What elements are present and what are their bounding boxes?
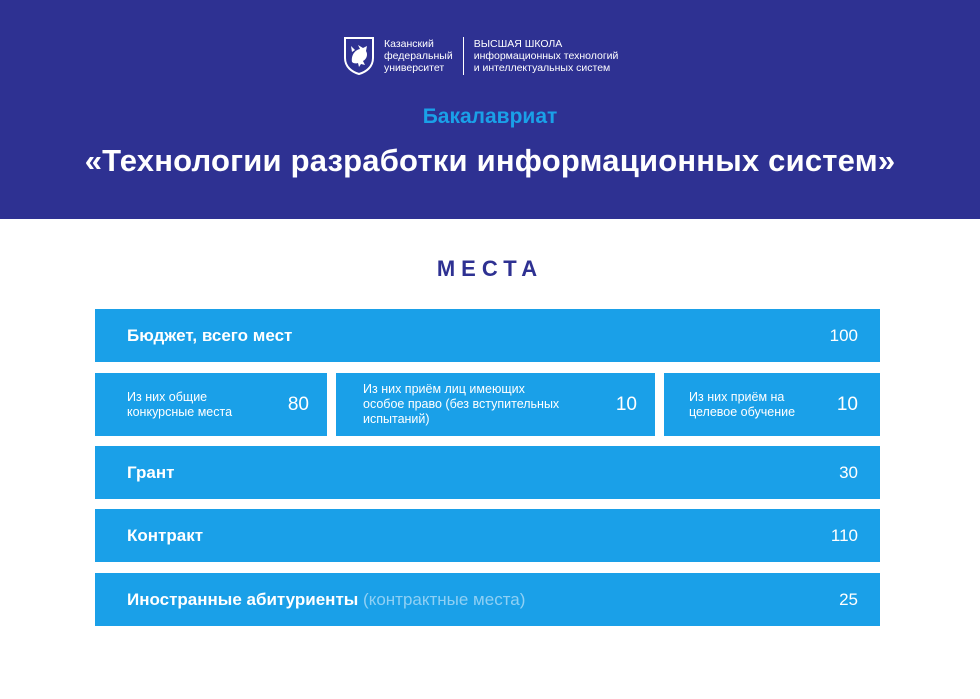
kfu-emblem-icon xyxy=(343,36,375,76)
targeted-value: 10 xyxy=(836,393,858,415)
grant-label: Грант xyxy=(127,462,175,482)
targeted-box xyxy=(664,373,880,436)
special-right-label-line-3: испытаний) xyxy=(363,412,430,426)
budget-label: Бюджет, всего мест xyxy=(127,325,293,345)
university-name xyxy=(384,38,453,74)
foreign-applicants-label: Иностранные абитуриенты xyxy=(127,589,359,609)
special-right-label-line-1: Из них приём лиц имеющих xyxy=(363,382,525,396)
contract-row xyxy=(95,509,880,562)
university-line-3: университет xyxy=(384,62,445,74)
school-name xyxy=(474,38,619,74)
targeted-label-line-2: целевое обучение xyxy=(689,404,796,419)
logo-divider xyxy=(463,37,464,75)
grant-value: 30 xyxy=(839,462,858,482)
general-places-value: 80 xyxy=(287,393,309,415)
special-right-box xyxy=(336,373,655,436)
special-right-label xyxy=(363,382,559,427)
foreign-applicants-value: 25 xyxy=(839,589,858,609)
school-line-3: и интеллектуальных систем xyxy=(473,62,611,74)
university-line-1: Казанский xyxy=(384,38,434,50)
targeted-label xyxy=(689,390,795,420)
header-banner xyxy=(0,0,980,219)
budget-value: 100 xyxy=(829,325,858,345)
special-right-label-line-2: особое право (без вступительных xyxy=(363,397,560,411)
general-places-box xyxy=(95,373,327,436)
program-title: «Технологии разработки информационных систем» xyxy=(84,143,896,178)
foreign-applicants-note: (контрактные места) xyxy=(363,589,526,609)
foreign-applicants-text xyxy=(127,590,525,610)
budget-row xyxy=(95,309,880,362)
school-line-2: информационных технологий xyxy=(473,50,619,62)
general-places-label xyxy=(127,390,232,420)
university-line-2: федеральный xyxy=(384,50,453,62)
general-places-label-line-1: Из них общие xyxy=(127,389,208,404)
targeted-label-line-1: Из них приём на xyxy=(689,389,785,404)
grant-row xyxy=(95,446,880,499)
foreign-applicants-row xyxy=(95,573,880,626)
general-places-label-line-2: конкурсные места xyxy=(127,404,233,419)
special-right-value: 10 xyxy=(615,393,637,415)
university-logo[interactable] xyxy=(343,35,618,77)
section-title: МЕСТА xyxy=(436,256,544,281)
contract-label: Контракт xyxy=(127,525,204,545)
degree-level: Бакалавриат xyxy=(422,105,558,128)
contract-value: 110 xyxy=(830,525,858,545)
school-line-1: ВЫСШАЯ ШКОЛА xyxy=(473,38,563,50)
